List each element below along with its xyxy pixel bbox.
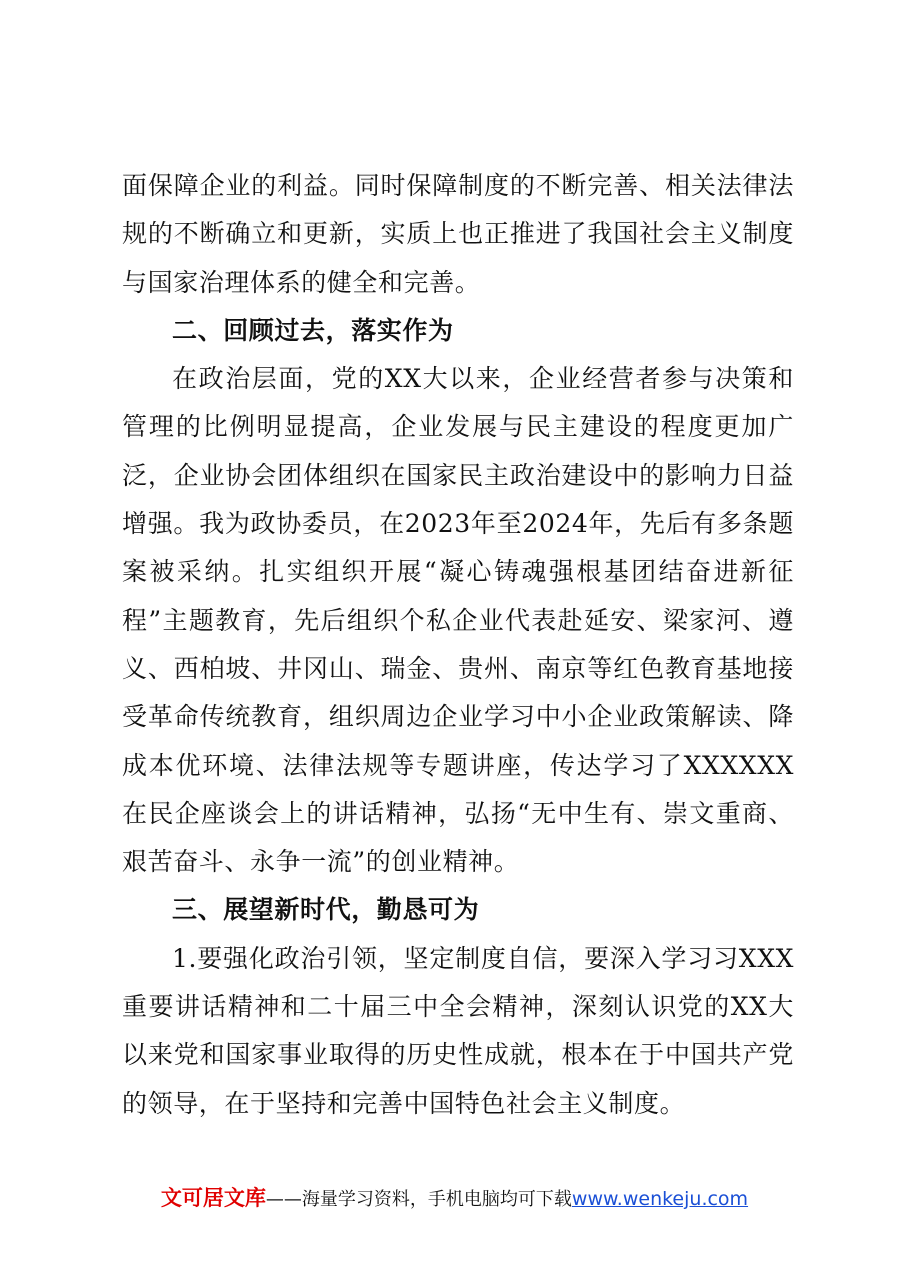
- paragraph-continuation: 面保障企业的利益。同时保障制度的不断完善、相关法律法规的不断确立和更新，实质上也正推进了我国社会主义制度与国家治理体系的健全和完善。: [122, 171, 794, 297]
- footer-slogan: ——海量学习资料，手机电脑均可下载: [265, 1189, 572, 1210]
- footer-watermark: [0, 1182, 909, 1212]
- section-heading-2: 二、回顾过去，落实作为: [172, 315, 454, 345]
- footer-brand: 文可居文库: [160, 1186, 266, 1210]
- footer-site-link[interactable]: www.wenkeju.com: [571, 1188, 749, 1210]
- document-body: [122, 162, 794, 1128]
- paragraph-political-level: 在政治层面，党的XX大以来，企业经营者参与决策和管理的比例明显提高，企业发展与民主建设的程度更加广泛，企业协会团体组织在国家民主政治建设中的影响力日益增强。我为政协委员，在2023年至2024年，先后有多条题案被采纳。扎实组织开展“凝心铸魂强根基团结奋进新征程”主题教育，先后组织个私企业代表赴延安、梁家河、遵义、西柏坡、井冈山、瑞金、贵州、南京等红色教育基地接受革命传统教育，组织周边企业学习中小企业政策解读、降成本优环境、法律法规等专题讲座，传达学习了XXXXXX在民企座谈会上的讲话精神，弘扬“无中生有、崇文重商、艰苦奋斗、永争一流”的创业精神。: [122, 364, 794, 877]
- section-heading-3: 三、展望新时代，勤恳可为: [172, 895, 480, 925]
- paragraph-political-guidance: 1.要强化政治引领，坚定制度自信，要深入学习习XXX重要讲话精神和二十届三中全会精神，深刻认识党的XX大以来党和国家事业取得的历史性成就，根本在于中国共产党的领导，在于坚持和完善中国特色社会主义制度。: [122, 943, 794, 1118]
